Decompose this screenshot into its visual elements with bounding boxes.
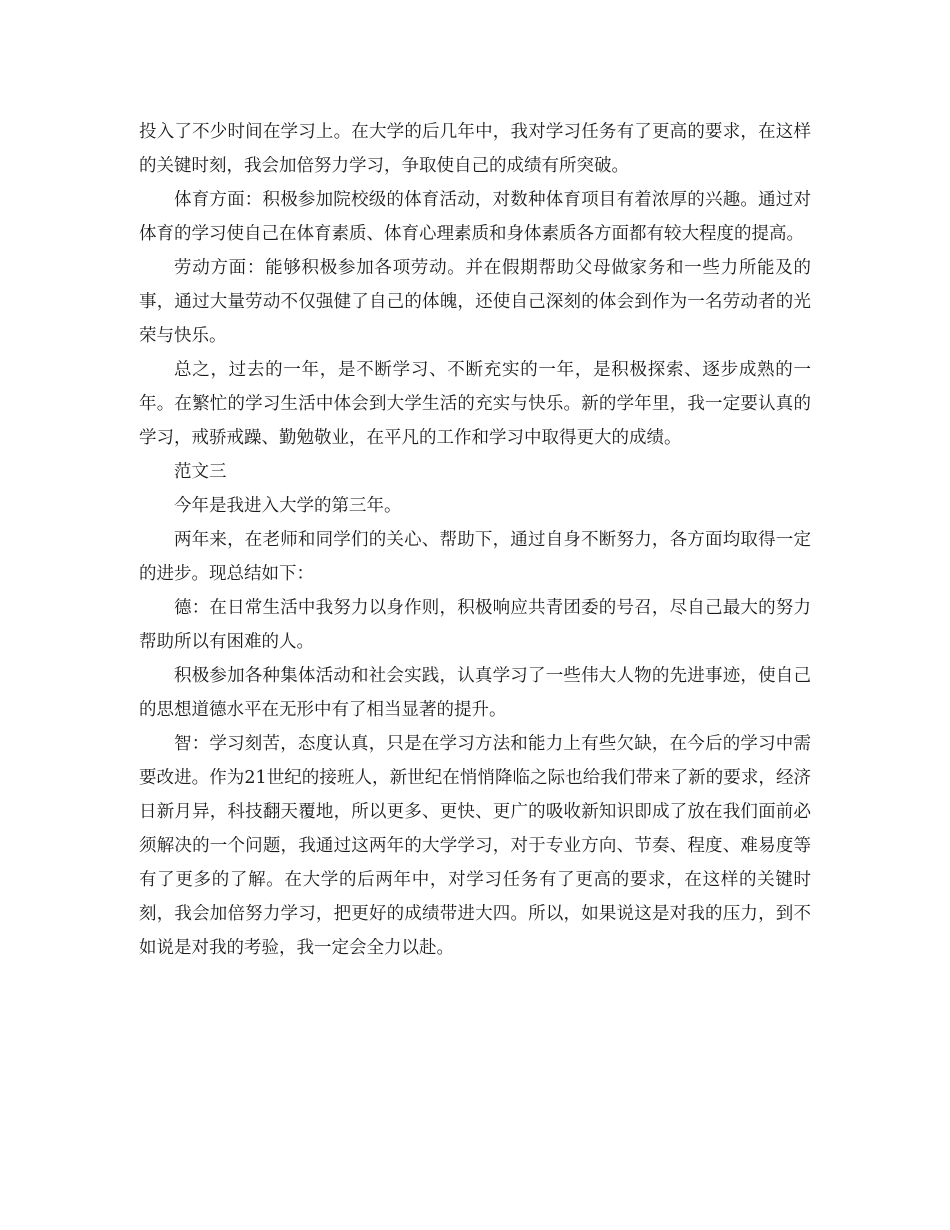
paragraph: 总之，过去的一年，是不断学习、不断充实的一年，是积极探索、逐步成熟的一年。在繁忙的学习生活中体会到大学生活的充实与快乐。新的学年里，我一定要认真的学习，戒骄戒躁、勤勉敬业，在平凡的工作和学习中取得更大的成绩。 <box>139 360 811 448</box>
paragraph: 今年是我进入大学的第三年。 <box>174 496 402 516</box>
paragraph: 德：在日常生活中我努力以身作则，积极响应共青团委的号召，尽自己最大的努力帮助所以有困难的人。 <box>139 598 811 652</box>
paragraph: 投入了不少时间在学习上。在大学的后几年中，我对学习任务有了更高的要求，在这样的关键时刻，我会加倍努力学习，争取使自己的成绩有所突破。 <box>139 122 811 176</box>
paragraph: 两年来，在老师和同学们的关心、帮助下，通过自身不断努力，各方面均取得一定的进步。现总结如下： <box>139 530 811 584</box>
paragraph: 智：学习刻苦，态度认真，只是在学习方法和能力上有些欠缺，在今后的学习中需要改进。作为21世纪的接班人，新世纪在悄悄降临之际也给我们带来了新的要求，经济日新月异，科技翻天覆地，所以更多、更快、更广的吸收新知识即成了放在我们面前必须解决的一个问题，我通过这两年的大学学习，对于专业方向、节奏、程度、难易度等有了更多的了解。在大学的后两年中，对学习任务有了更高的要求，在这样的关键时刻，我会加倍努力学习，把更好的成绩带进大四。所以，如果说这是对我的压力，到不如说是对我的考验，我一定会全力以赴。 <box>139 734 811 958</box>
document-body <box>139 115 811 965</box>
paragraph: 积极参加各种集体活动和社会实践，认真学习了一些伟大人物的先进事迹，使自己的思想道德水平在无形中有了相当显著的提升。 <box>139 666 811 720</box>
paragraph: 体育方面：积极参加院校级的体育活动，对数种体育项目有着浓厚的兴趣。通过对体育的学习使自己在体育素质、体育心理素质和身体素质各方面都有较大程度的提高。 <box>139 190 811 244</box>
section-heading: 范文三 <box>174 462 227 482</box>
paragraph: 劳动方面：能够积极参加各项劳动。并在假期帮助父母做家务和一些力所能及的事，通过大量劳动不仅强健了自己的体魄，还使自己深刻的体会到作为一名劳动者的光荣与快乐。 <box>139 258 811 346</box>
